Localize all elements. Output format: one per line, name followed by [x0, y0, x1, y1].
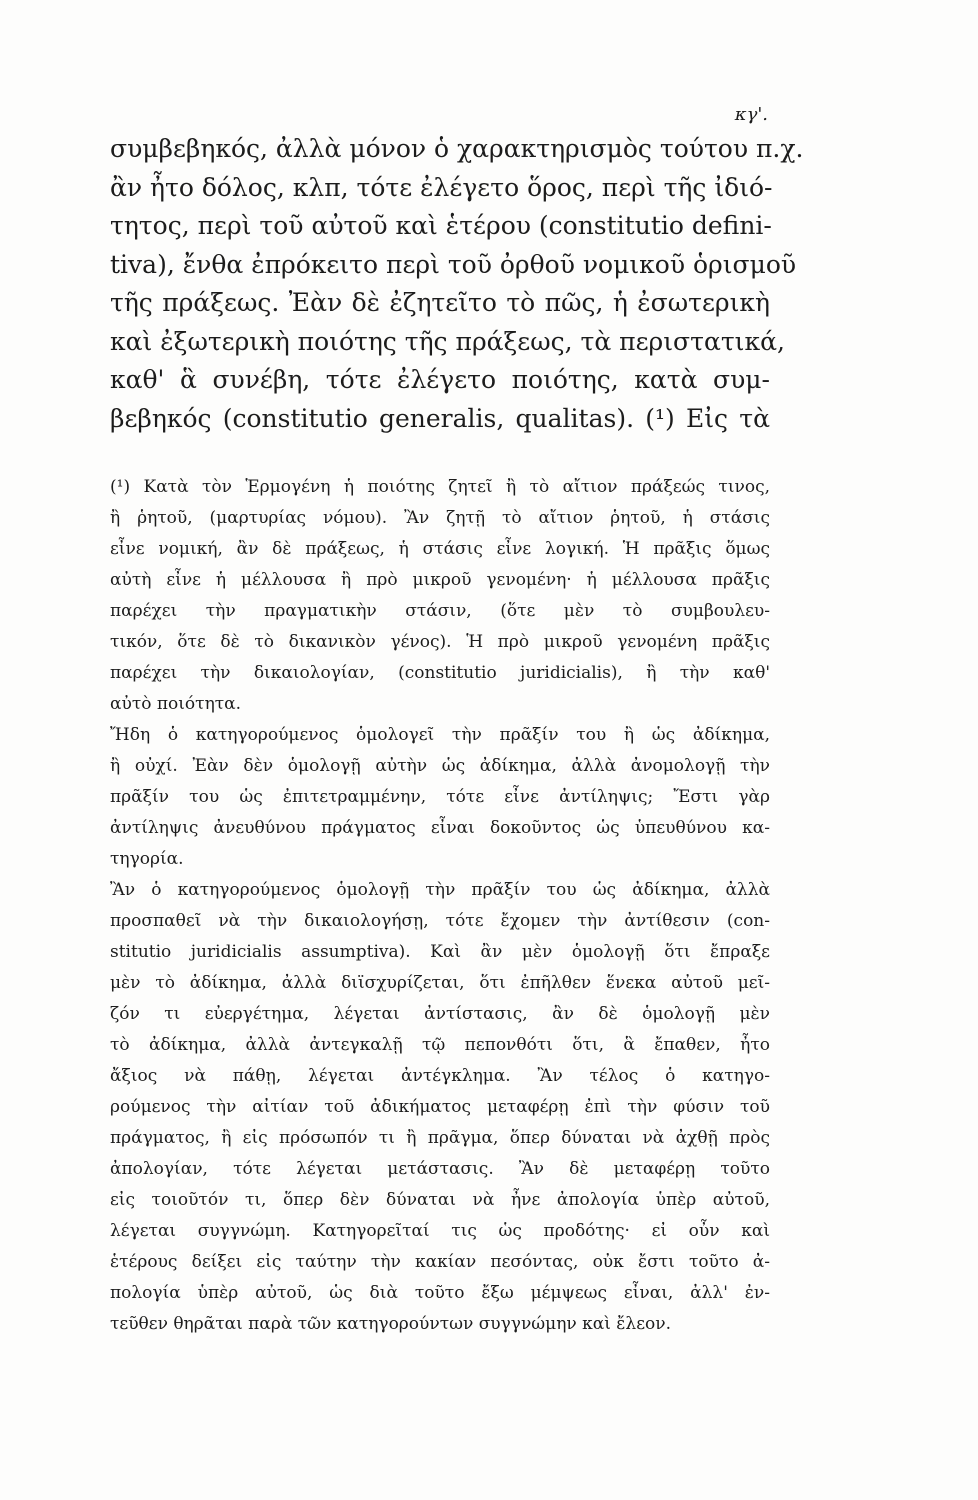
footnote-line: παρέχει τὴν πραγματικὴν στάσιν, (ὅτε μὲν τὸ συμβουλευ- — [110, 601, 770, 621]
footnote-line: stitutio juridicialis assumptiva). Καὶ ἂν μὲν ὁμολογῇ ὅτι ἔπραξε — [110, 942, 770, 962]
footnote-line: λέγεται συγγνώμη. Κατηγορεῖταί τις ὡς προδότης· εἰ οὖν καὶ — [110, 1221, 770, 1241]
footnote-line: ἢ οὐχί. Ἐὰν δὲν ὁμολογῇ αὐτὴν ὡς ἀδίκημα, ἀλλὰ ἀνομολογῇ τὴν — [110, 756, 770, 776]
footnote-line: προσπαθεῖ νὰ τὴν δικαιολογήσῃ, τότε ἔχομεν τὴν ἀντίθεσιν (con- — [110, 911, 770, 931]
main-text-block — [110, 130, 804, 438]
footnote-line: ἑτέρους δείξει εἰς ταύτην τὴν κακίαν πεσόντας, οὐκ ἔστι τοῦτο ἀ- — [110, 1252, 770, 1272]
footnote-line: ἀντίληψις ἀνευθύνου πράγματος εἶναι δοκοῦντος ὡς ὑπευθύνου κα- — [110, 818, 770, 838]
footnote-line: πολογία ὑπὲρ αὐτοῦ, ὡς διὰ τοῦτο ἔξω μέμψεως εἶναι, ἀλλ' ἐν- — [110, 1283, 770, 1303]
footnote-line: πρᾶξίν του ὡς ἐπιτετραμμένην, τότε εἶνε ἀντίληψις; Ἔστι γὰρ — [110, 787, 770, 807]
footnote-line: ἄξιος νὰ πάθῃ, λέγεται ἀντέγκλημα. Ἂν τέλος ὁ κατηγο- — [110, 1066, 770, 1086]
footnote-line: ἢ ῥητοῦ, (μαρτυρίας νόμου). Ἂν ζητῇ τὸ αἴτιον ῥητοῦ, ἡ στάσις — [110, 508, 770, 528]
main-text-line: ἂν ἦτο δόλος, κλπ, τότε ἐλέγετο ὅρος, περὶ τῆς ἰδιό- — [110, 172, 773, 202]
footnote-line: παρέχει τὴν δικαιολογίαν, (constitutio juridicialis), ἢ τὴν καθ' — [110, 663, 770, 683]
main-text-line: καθ' ἃ συνέβη, τότε ἐλέγετο ποιότης, κατὰ συμ- — [110, 365, 770, 394]
footnote-line: τικόν, ὅτε δὲ τὸ δικανικὸν γένος). Ἡ πρὸ μικροῦ γενομένη πρᾶξις — [110, 632, 770, 652]
footnote-line: Ἤδη ὁ κατηγορούμενος ὁμολογεῖ τὴν πρᾶξίν του ἢ ὡς ἀδίκημα, — [110, 725, 770, 745]
footnote-line: ζόν τι εὐεργέτημα, λέγεται ἀντίστασις, ἂν δὲ ὁμολογῇ μὲν — [110, 1004, 770, 1024]
footnote-line: Ἂν ὁ κατηγορούμενος ὁμολογῇ τὴν πρᾶξίν του ὡς ἀδίκημα, ἀλλὰ — [110, 880, 770, 900]
main-text-line: συμβεβηκός, ἀλλὰ μόνον ὁ χαρακτηρισμὸς τούτου π.χ. — [110, 134, 804, 163]
footnote-line: (¹) Κατὰ τὸν Ἑρμογένη ἡ ποιότης ζητεῖ ἢ τὸ αἴτιον πράξεώς τινος, — [110, 477, 770, 497]
footnote-line: ἀπολογίαν, τότε λέγεται μετάστασις. Ἂν δὲ μεταφέρῃ τοῦτο — [110, 1159, 770, 1179]
footnote-line: εἰς τοιοῦτόν τι, ὅπερ δὲν δύναται νὰ ἦνε ἀπολογία ὑπὲρ αὐτοῦ, — [110, 1190, 770, 1210]
footnote-line: αὐτὸ ποιότητα. — [110, 694, 242, 714]
main-text-line: tiva), ἔνθα ἐπρόκειτο περὶ τοῦ ὀρθοῦ νομικοῦ ὁρισμοῦ — [110, 249, 797, 279]
main-text-line: βεβηκός (constitutio generalis, qualitas). (¹) Εἰς τὰ — [110, 403, 770, 433]
footnote-line: μὲν τὸ ἀδίκημα, ἀλλὰ διϊσχυρίζεται, ὅτι ἐπῆλθεν ἕνεκα αὐτοῦ μεῖ- — [110, 973, 770, 993]
footnote-line: τηγορία. — [110, 849, 184, 869]
main-text-line: καὶ ἐξωτερικὴ ποιότης τῆς πράξεως, τὰ περιστατικά, — [110, 326, 785, 356]
main-text-line: τῆς πράξεως. Ἐὰν δὲ ἐζητεῖτο τὸ πῶς, ἡ ἐσωτερικὴ — [110, 288, 770, 317]
footnote-line: πράγματος, ἢ εἰς πρόσωπόν τι ἢ πρᾶγμα, ὅπερ δύναται νὰ ἀχθῇ πρὸς — [110, 1128, 770, 1148]
footnote-line: τεῦθεν θηρᾶται παρὰ τῶν κατηγορούντων συγγνώμην καὶ ἔλεον. — [110, 1314, 671, 1334]
footnote-line: αὐτὴ εἶνε ἡ μέλλουσα ἢ πρὸ μικροῦ γενομένη· ἡ μέλλουσα πρᾶξις — [110, 570, 770, 590]
footnote-line: εἶνε νομική, ἂν δὲ πράξεως, ἡ στάσις εἶνε λογική. Ἡ πρᾶξις ὅμως — [110, 539, 770, 559]
page-number: κγ'. — [734, 104, 768, 125]
footnote-line: τὸ ἀδίκημα, ἀλλὰ ἀντεγκαλῇ τῷ πεπονθότι ὅτι, ἃ ἔπαθεν, ἦτο — [110, 1035, 770, 1055]
footnote-block — [110, 472, 770, 1340]
footnote-line: ρούμενος τὴν αἰτίαν τοῦ ἀδικήματος μεταφέρῃ ἐπὶ τὴν φύσιν τοῦ — [110, 1097, 770, 1117]
main-text-line: τητος, περὶ τοῦ αὐτοῦ καὶ ἑτέρου (constitutio defini- — [110, 211, 772, 240]
